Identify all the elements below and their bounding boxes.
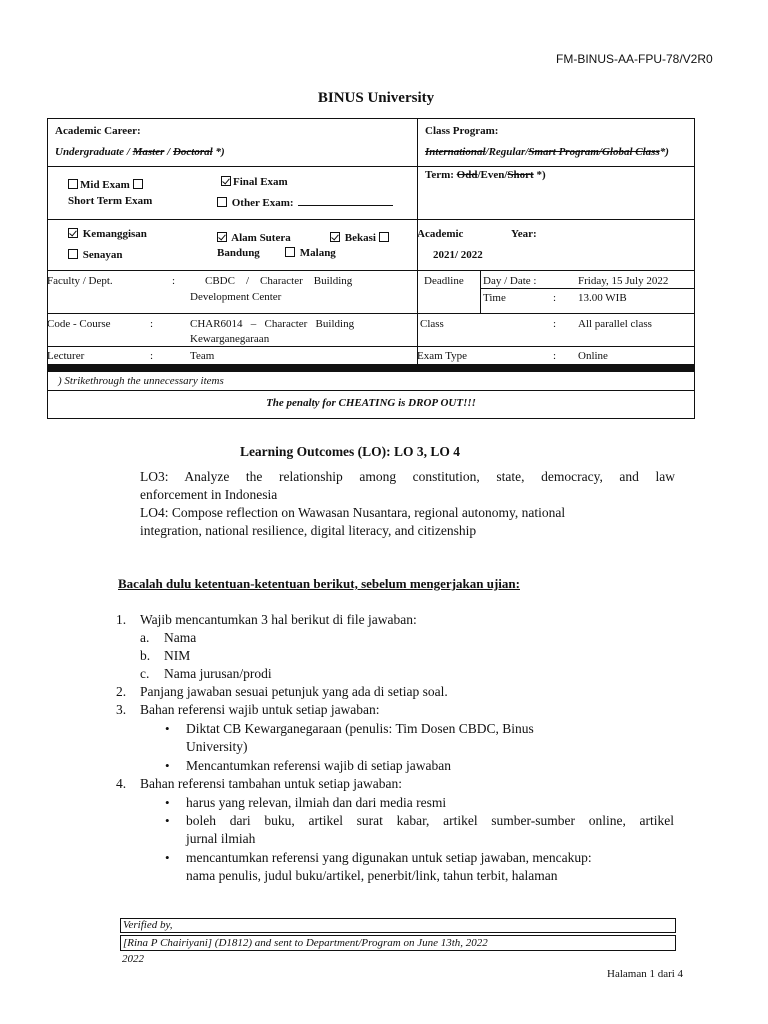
class-value: All parallel class [578,318,652,330]
senayan-checkbox-icon [68,249,78,259]
alam-sutera-checked-icon [217,232,227,242]
exam-type-label: Exam Type [417,350,468,362]
other-exam-checkbox-icon [217,197,227,207]
list-letter-a: a. [140,630,150,645]
class-label: Class [420,318,444,330]
list-letter-b: b. [140,648,151,663]
list-number-4: 4. [116,776,127,791]
code-course-label: Code - Course [47,318,111,330]
bullet-icon: • [165,721,170,736]
time-colon: : [553,292,557,304]
instruction-item-3-bullet-1-line1: Diktat CB Kewarganegaraan (penulis: Tim Dosen CBDC, Binus [186,721,534,736]
instruction-item-4-bullet-2-line2: jurnal ilmiah [186,831,256,846]
code-course-line1: CHAR6014 – Character Building [190,318,355,330]
kemanggisan-checked-icon [68,228,78,238]
instruction-item-4-bullet-3-line2: nama penulis, judul buku/artikel, penerbit/link, tahun terbit, halaman [186,868,558,883]
short-term-checkbox-icon [133,179,143,189]
faculty-value-line1: CBDC / Character Building [205,275,353,287]
instructions-heading: Bacalah dulu ketentuan-ketentuan berikut, sebelum mengerjakan ujian: [118,576,520,591]
campus-alam-sutera: Alam Sutera [217,232,291,244]
lo4-line2: integration, national resilience, digital literacy, and citizenship [140,523,477,538]
exam-type-value: Online [578,350,608,362]
campus-bandung: Bandung [217,247,260,259]
lecturer-colon: : [150,350,154,362]
instruction-item-3-bullet-2: Mencantumkan referensi wajib di setiap jawaban [186,758,452,773]
university-title: BINUS University [317,90,435,106]
term-options: Term: Odd/Even/Short *) [425,169,546,181]
faculty-colon: : [172,275,176,287]
list-number-2: 2. [116,684,127,699]
class-program-options: International/Regular/Smart Program/Global Class*) [425,146,669,158]
malang-checkbox-icon [285,247,295,257]
bandung-checkbox-icon [379,232,389,242]
verified-by-box: Verified by, [120,918,676,933]
time-value: 13.00 WIB [578,292,627,304]
campus-kemanggisan: Kemanggisan [68,228,147,240]
lecturer-value: Team [190,350,215,362]
class-colon: : [553,318,557,330]
campus-malang: Malang [285,247,336,259]
mid-exam-checkbox-icon [68,179,78,189]
lo4-line1: LO4: Compose reflection on Wawasan Nusantara, regional autonomy, national [140,505,566,520]
class-program-label: Class Program: [425,125,499,137]
instruction-item-1c: Nama jurusan/prodi [164,666,272,681]
instruction-item-4-bullet-3-line1: mencantumkan referensi yang digunakan untuk setiap jawaban, mencakup: [186,850,592,865]
day-date-value: Friday, 15 July 2022 [578,275,669,287]
instruction-item-4-bullet-1: harus yang relevan, ilmiah dan dari media resmi [186,795,447,810]
instruction-item-1a: Nama [164,630,197,645]
strikethrough-note: ) Strikethrough the unnecessary items [58,375,224,387]
campus-bekasi: Bekasi [330,232,391,244]
bullet-icon: • [165,758,170,773]
academic-label: Academic [417,228,464,240]
instruction-item-4: Bahan referensi tambahan untuk setiap jawaban: [140,776,403,791]
faculty-label: Faculty / Dept. [47,275,113,287]
lecturer-label: Lecturer [47,350,85,362]
instruction-item-3-bullet-1-line2: University) [186,739,248,754]
short-term-exam-option: Short Term Exam [68,195,153,207]
bekasi-checked-icon [330,232,340,242]
lo3-line1: LO3: Analyze the relationship among constitution, state, democracy, and law [140,469,675,484]
final-exam-option: Final Exam [221,176,288,188]
day-date-label: Day / Date : [483,275,537,287]
faculty-value-line2: Development Center [190,291,282,303]
document-code: FM-BINUS-AA-FPU-78/V2R0 [556,52,713,66]
verifier-year-tail: 2022 [122,953,144,965]
instruction-item-1: Wajib mencantumkan 3 hal berikut di file jawaban: [140,612,417,627]
final-exam-checked-icon [221,176,231,186]
campus-senayan: Senayan [68,249,123,261]
code-course-line2: Kewarganegaraan [190,333,270,345]
time-label: Time [483,292,506,304]
instruction-item-4-bullet-2-line1: boleh dari buku, artikel surat kabar, artikel sumber-sumber online, artikel [186,813,674,828]
bullet-icon: • [165,813,170,828]
instruction-item-2: Panjang jawaban sesuai petunjuk yang ada di setiap soal. [140,684,448,699]
bullet-icon: • [165,795,170,810]
list-number-1: 1. [116,612,127,627]
page-number: Halaman 1 dari 4 [607,968,684,980]
list-number-3: 3. [116,702,127,717]
instruction-item-1b: NIM [164,648,191,663]
deadline-label: Deadline [424,275,464,287]
mid-exam-option: Mid Exam [68,179,145,191]
code-colon: : [150,318,154,330]
instruction-item-3: Bahan referensi wajib untuk setiap jawaban: [140,702,380,717]
bullet-icon: • [165,850,170,865]
academic-year-value: 2021/ 2022 [433,249,483,261]
academic-career-options: Undergraduate / Master / Doctoral *) [55,146,225,158]
academic-career-label: Academic Career: [55,125,141,137]
exam-type-colon: : [553,350,557,362]
cheating-penalty: The penalty for CHEATING is DROP OUT!!! [266,397,476,409]
lo3-line2: enforcement in Indonesia [140,487,278,502]
verifier-line-box: [Rina P Chairiyani] (D1812) and sent to Department/Program on June 13th, 2022 [120,935,676,951]
list-letter-c: c. [140,666,150,681]
learning-outcomes-title: Learning Outcomes (LO): LO 3, LO 4 [239,444,461,459]
other-exam-option: Other Exam: [217,197,393,209]
year-label: Year: [511,228,537,240]
